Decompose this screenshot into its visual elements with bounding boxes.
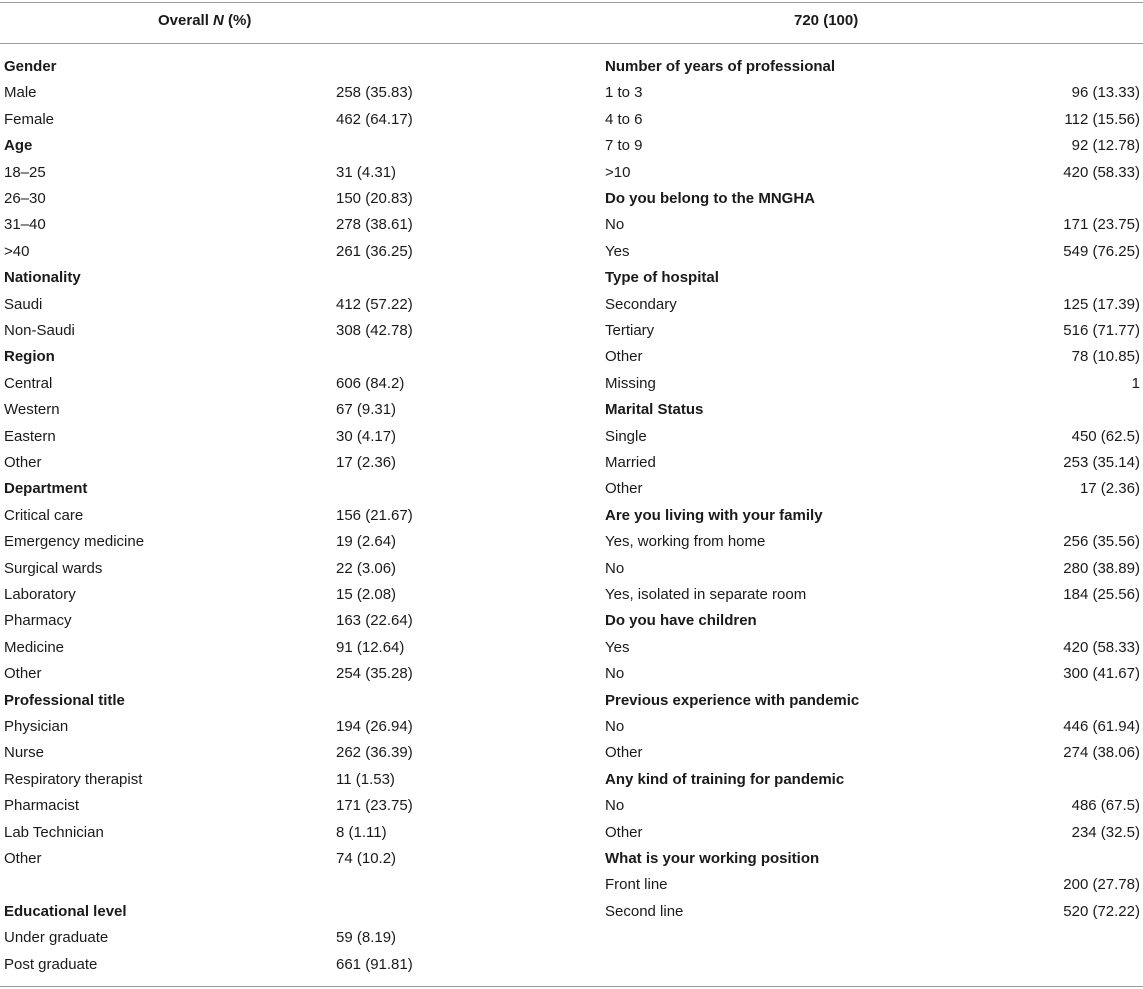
row-label: Single: [605, 428, 647, 445]
section-heading: Age: [4, 137, 33, 154]
row-value: 125 (17.39): [1063, 296, 1140, 313]
row-value: 606 (84.2): [336, 375, 405, 392]
row-label: 18–25: [4, 164, 46, 181]
row-value: 112 (15.56): [1064, 111, 1140, 128]
section-heading: Do you have children: [605, 612, 757, 629]
row-value: 194 (26.94): [336, 718, 413, 735]
row-label: Front line: [605, 876, 668, 893]
row-value: 150 (20.83): [336, 190, 413, 207]
row-label: Nurse: [4, 744, 45, 761]
row-label: Other: [605, 744, 643, 761]
row-label: Second line: [605, 903, 684, 920]
row-value: 262 (36.39): [336, 744, 413, 761]
row-label: >40: [4, 243, 30, 260]
row-label: Physician: [4, 718, 69, 735]
row-value: 22 (3.06): [336, 560, 397, 577]
section-heading: Department: [4, 480, 88, 497]
row-value: 462 (64.17): [336, 111, 413, 128]
row-value: 8 (1.11): [336, 824, 387, 841]
row-value: 67 (9.31): [336, 401, 397, 418]
row-label: Secondary: [605, 296, 677, 313]
row-label: Other: [4, 850, 42, 867]
top-rule: [0, 2, 1143, 3]
row-value: 30 (4.17): [336, 428, 397, 445]
header-rule: [0, 43, 1143, 44]
row-label: Other: [605, 824, 643, 841]
row-label: Non-Saudi: [4, 322, 75, 339]
row-label: Laboratory: [4, 586, 76, 603]
section-heading: Any kind of training for pandemic: [605, 771, 845, 788]
row-label: Surgical wards: [4, 560, 103, 577]
row-value: 17 (2.36): [1079, 480, 1140, 497]
row-value: 156 (21.67): [336, 507, 413, 524]
section-heading: Marital Status: [605, 401, 704, 418]
row-value: 11 (1.53): [336, 771, 395, 788]
section-heading: Do you belong to the MNGHA: [605, 190, 815, 207]
row-label: Western: [4, 401, 60, 418]
section-heading: Professional title: [4, 692, 125, 709]
row-value: 258 (35.83): [336, 84, 413, 101]
row-value: 96 (13.33): [1071, 84, 1140, 101]
row-label: Emergency medicine: [4, 533, 145, 550]
row-label: Other: [4, 665, 42, 682]
row-label: Other: [605, 348, 643, 365]
row-value: 278 (38.61): [336, 216, 413, 233]
row-label: 26–30: [4, 190, 46, 207]
row-value: 420 (58.33): [1063, 639, 1140, 656]
row-value: 520 (72.22): [1063, 903, 1140, 920]
row-value: 163 (22.64): [336, 612, 413, 629]
row-label: Post graduate: [4, 956, 98, 973]
row-value: 234 (32.5): [1071, 824, 1140, 841]
row-label: Medicine: [4, 639, 65, 656]
row-value: 19 (2.64): [336, 533, 397, 550]
row-value: 171 (23.75): [336, 797, 413, 814]
row-value: 253 (35.14): [1063, 454, 1140, 471]
row-value: 200 (27.78): [1063, 876, 1140, 893]
row-label: 7 to 9: [605, 137, 643, 154]
section-heading: Educational level: [4, 903, 127, 920]
section-heading: Previous experience with pandemic: [605, 692, 860, 709]
row-value: 412 (57.22): [336, 296, 413, 313]
row-value: 78 (10.85): [1071, 348, 1140, 365]
row-value: 91 (12.64): [336, 639, 405, 656]
row-value: 17 (2.36): [336, 454, 397, 471]
row-label: Pharmacist: [4, 797, 80, 814]
section-heading: Gender: [4, 58, 57, 75]
row-value: 420 (58.33): [1063, 164, 1140, 181]
row-label: Female: [4, 111, 55, 128]
row-label: No: [605, 718, 625, 735]
header-percent-label: (%): [223, 12, 252, 29]
row-value: 308 (42.78): [336, 322, 413, 339]
row-label: 31–40: [4, 216, 46, 233]
row-label: Yes: [605, 639, 630, 656]
row-value: 171 (23.75): [1063, 216, 1140, 233]
row-label: Pharmacy: [4, 612, 72, 629]
header-overall-label: Overall: [158, 12, 214, 29]
row-value: 74 (10.2): [336, 850, 397, 867]
row-value: 1: [1131, 375, 1140, 392]
row-label: 4 to 6: [605, 111, 643, 128]
row-value: 450 (62.5): [1071, 428, 1140, 445]
row-value: 661 (91.81): [336, 956, 413, 973]
row-label: Under graduate: [4, 929, 109, 946]
row-label: Yes, working from home: [605, 533, 766, 550]
bottom-rule: [0, 986, 1143, 987]
row-label: Central: [4, 375, 53, 392]
row-value: 446 (61.94): [1063, 718, 1140, 735]
section-heading: Type of hospital: [605, 269, 719, 286]
row-value: 59 (8.19): [336, 929, 397, 946]
header-total: 720 (100): [794, 12, 859, 29]
row-label: No: [605, 216, 625, 233]
row-value: 15 (2.08): [336, 586, 397, 603]
row-label: No: [605, 560, 625, 577]
row-label: Yes: [605, 243, 630, 260]
row-label: Missing: [605, 375, 656, 392]
row-value: 549 (76.25): [1063, 243, 1140, 260]
header-overall-n: [158, 10, 251, 32]
row-label: >10: [605, 164, 631, 181]
section-heading: What is your working position: [605, 850, 820, 867]
row-value: 184 (25.56): [1063, 586, 1140, 603]
row-value: 486 (67.5): [1071, 797, 1140, 814]
section-heading: Number of years of professional: [605, 58, 836, 75]
row-value: 261 (36.25): [336, 243, 413, 260]
row-value: 274 (38.06): [1063, 744, 1140, 761]
row-label: Tertiary: [605, 322, 655, 339]
row-value: 300 (41.67): [1063, 665, 1140, 682]
row-label: Other: [605, 480, 643, 497]
section-heading: Nationality: [4, 269, 81, 286]
row-value: 256 (35.56): [1063, 533, 1140, 550]
row-label: Saudi: [4, 296, 43, 313]
row-label: Respiratory therapist: [4, 771, 143, 788]
row-label: Eastern: [4, 428, 56, 445]
row-label: No: [605, 797, 625, 814]
row-value: 516 (71.77): [1063, 322, 1140, 339]
section-heading: Region: [4, 348, 55, 365]
row-value: 31 (4.31): [336, 164, 397, 181]
row-label: Other: [4, 454, 42, 471]
row-label: Married: [605, 454, 656, 471]
row-label: Yes, isolated in separate room: [605, 586, 807, 603]
row-label: Male: [4, 84, 37, 101]
row-value: 254 (35.28): [336, 665, 413, 682]
section-heading: Are you living with your family: [605, 507, 823, 524]
row-label: Critical care: [4, 507, 84, 524]
row-value: 92 (12.78): [1071, 137, 1140, 154]
row-label: No: [605, 665, 625, 682]
row-label: Lab Technician: [4, 824, 104, 841]
row-value: 280 (38.89): [1063, 560, 1140, 577]
row-label: 1 to 3: [605, 84, 643, 101]
header-n-italic: N: [213, 12, 224, 29]
